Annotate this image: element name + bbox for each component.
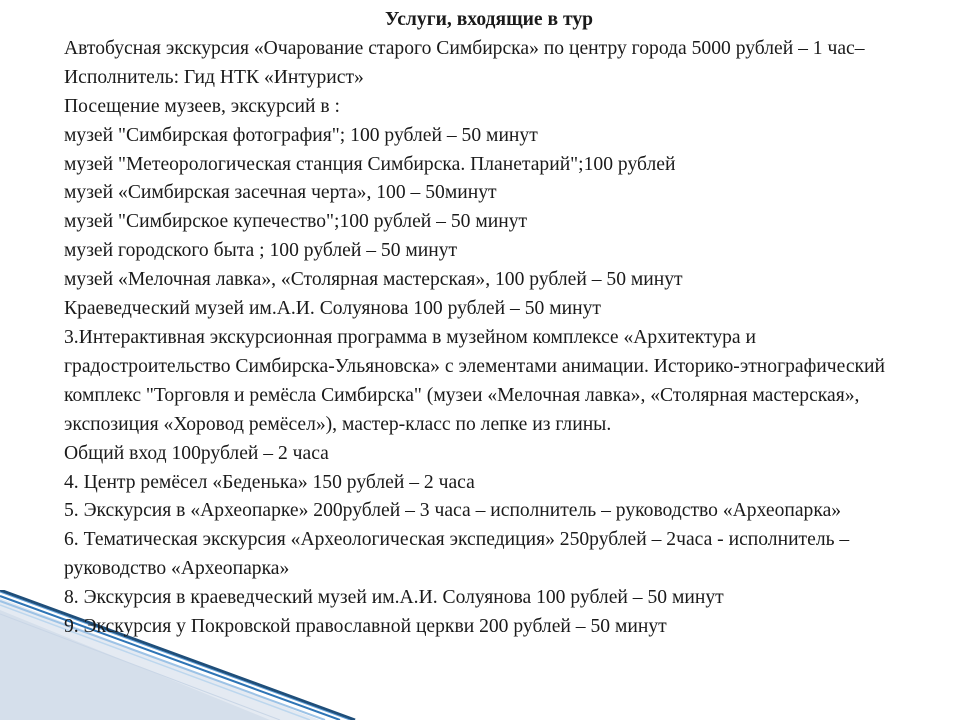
service-line-crafts-center: 4. Центр ремёсел «Беденька» 150 рублей – 2 часа — [64, 471, 475, 493]
service-line-museums-intro: Посещение музеев, экскурсий в : — [64, 95, 340, 117]
slide-content — [64, 6, 914, 642]
service-line-bus-tour: Автобусная экскурсия «Очарование старого Симбирска» по центру города 5000 рублей – 1 час– Исполнитель: Гид НТК «Интурист» — [64, 37, 865, 88]
service-line-local-history-museum: Краеведческий музей им.А.И. Солуянова 100 рублей – 50 минут — [64, 298, 601, 320]
service-line-local-museum-tour: 8. Экскурсия в краеведческий музей им.А.И. Солуянова 100 рублей – 50 минут — [64, 587, 724, 609]
service-line-merchants-museum: музей "Симбирское купечество";100 рублей – 50 минут — [64, 211, 528, 233]
service-line-archeopark-tour: 5. Экскурсия в «Археопарке» 200рублей – 3 часа – исполнитель – руководство «Археопарка» — [64, 500, 842, 522]
service-line-photo-museum: музей "Симбирская фотография"; 100 рублей – 50 минут — [64, 124, 538, 146]
slide-title: Услуги, входящие в тур — [384, 9, 594, 30]
service-line-shop-workshop: музей «Мелочная лавка», «Столярная мастерская», 100 рублей – 50 минут — [64, 269, 683, 291]
service-line-weather-station: музей "Метеорологическая станция Симбирска. Планетарий";100 рублей — [64, 153, 676, 175]
service-line-archeology-expedition: 6. Тематическая экскурсия «Археологическая экспедиция» 250рублей – 2часа - исполнитель – руководство «Археопарка» — [64, 529, 850, 580]
service-line-church-tour: 9. Экскурсия у Покровской православной церкви 200 рублей – 50 минут — [64, 616, 667, 638]
service-line-general-entry: Общий вход 100рублей – 2 часа — [64, 442, 329, 464]
service-line-interactive-program: 3.Интерактивная экскурсионная программа в музейном комплексе «Архитектура и градостроительство Симбирска-Ульяновска» с элементами анимации. Историко-этнографический комплекс "Торговля и ремёсла Симбирска" (музеи «Мелочная лавка», «Столярная мастерская», экспозиция «Хоровод ремёсел»), мастер-класс по лепке из глины. — [64, 326, 886, 435]
service-line-city-life-museum: музей городского быта ; 100 рублей – 50 минут — [64, 240, 458, 262]
service-line-zasechnaya-cherta: музей «Симбирская засечная черта», 100 – 50минут — [64, 182, 497, 204]
